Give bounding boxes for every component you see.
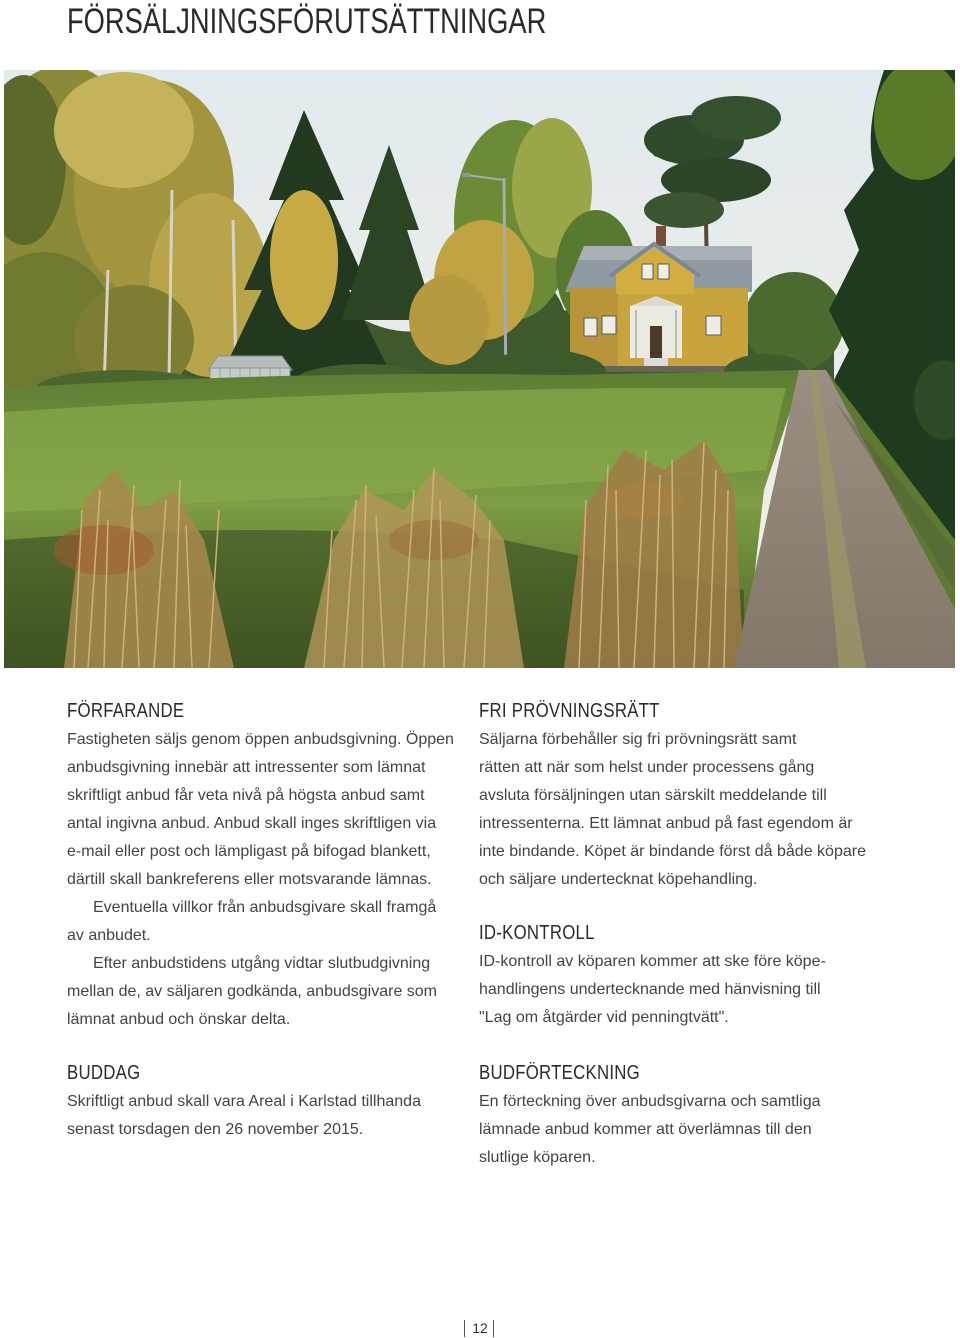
body-text-line: e-mail eller post och lämpligast på bifogad blankett,: [67, 843, 431, 860]
section-id-kontroll: [479, 918, 879, 1032]
body-text-line: Eventuella villkor från anbudsgivare skall framgå: [93, 899, 437, 916]
section-heading: FRI PRÖVNINGSRÄTT: [479, 700, 660, 722]
body-text-line: skriftligt anbud får veta nivå på högsta anbud samt: [67, 787, 425, 804]
section-heading: BUDFÖRTECKNING: [479, 1062, 640, 1084]
page-number: [456, 1318, 504, 1338]
body-text-line: lämnade anbud kommer att överlämnas till den: [479, 1121, 812, 1138]
body-text-line: slutlige köparen.: [479, 1149, 596, 1166]
body-text-line: Efter anbudstidens utgång vidtar slutbudgivning: [93, 955, 431, 972]
body-text-line: lämnat anbud och önskar delta.: [67, 1011, 291, 1028]
body-text-line: mellan de, av säljaren godkända, anbudsgivare som: [67, 983, 438, 1000]
body-text-line: senast torsdagen den 26 november 2015.: [67, 1121, 364, 1138]
page-number-divider: [493, 1320, 494, 1337]
body-text-line: Skriftligt anbud skall vara Areal i Karlstad tillhanda: [67, 1093, 421, 1110]
property-photo: [4, 70, 955, 668]
body-text-line: Säljarna förbehåller sig fri prövningsrätt samt: [479, 731, 797, 748]
body-text-line: därtill skall bankreferens eller motsvarande lämnas.: [67, 871, 432, 888]
body-text-line: och säljare undertecknat köpehandling.: [479, 871, 758, 888]
section-buddag: [67, 1058, 467, 1144]
section-fri-provningsratt: [479, 696, 879, 894]
page-number-value: 12: [472, 1320, 488, 1336]
section-heading: FÖRFARANDE: [67, 700, 185, 722]
body-text-line: inte bindande. Köpet är bindande först då både köpare: [479, 843, 866, 860]
paragraph: [479, 948, 879, 1032]
body-text-line: En förteckning över anbudsgivarna och samtliga: [479, 1093, 821, 1110]
section-forfarande: [67, 696, 467, 1034]
section-heading: BUDDAG: [67, 1062, 141, 1084]
body-text-line: intressenterna. Ett lämnat anbud på fast egendom är: [479, 815, 853, 832]
body-text-line: "Lag om åtgärder vid penningtvätt".: [479, 1009, 729, 1026]
body-text-line: anbudsgivning innebär att intressenter som lämnat: [67, 759, 426, 776]
paragraph: [67, 894, 467, 950]
body-text-line: ID-kontroll av köparen kommer att ske före köpe-: [479, 953, 826, 970]
section-budforteckning: [479, 1058, 879, 1172]
section-heading: ID-KONTROLL: [479, 922, 595, 944]
paragraph: [67, 1088, 467, 1144]
paragraph: [479, 726, 879, 894]
paragraph: [67, 950, 467, 1034]
paragraph: [67, 726, 467, 894]
yellow-house: [565, 226, 752, 372]
paragraph: [479, 1088, 879, 1172]
body-text-line: Fastigheten säljs genom öppen anbudsgivning. Öppen: [67, 731, 454, 748]
page-title: FÖRSÄLJNINGSFÖRUTSÄTTNINGAR: [67, 2, 547, 41]
body-text-line: av anbudet.: [67, 927, 151, 944]
body-text-line: rätten att när som helst under processens gång: [479, 759, 815, 776]
body-text-line: antal ingivna anbud. Anbud skall inges skriftligen via: [67, 815, 437, 832]
body-text-line: handlingens undertecknande med hänvisning till: [479, 981, 821, 998]
body-text-line: avsluta försäljningen utan särskilt meddelande till: [479, 787, 827, 804]
